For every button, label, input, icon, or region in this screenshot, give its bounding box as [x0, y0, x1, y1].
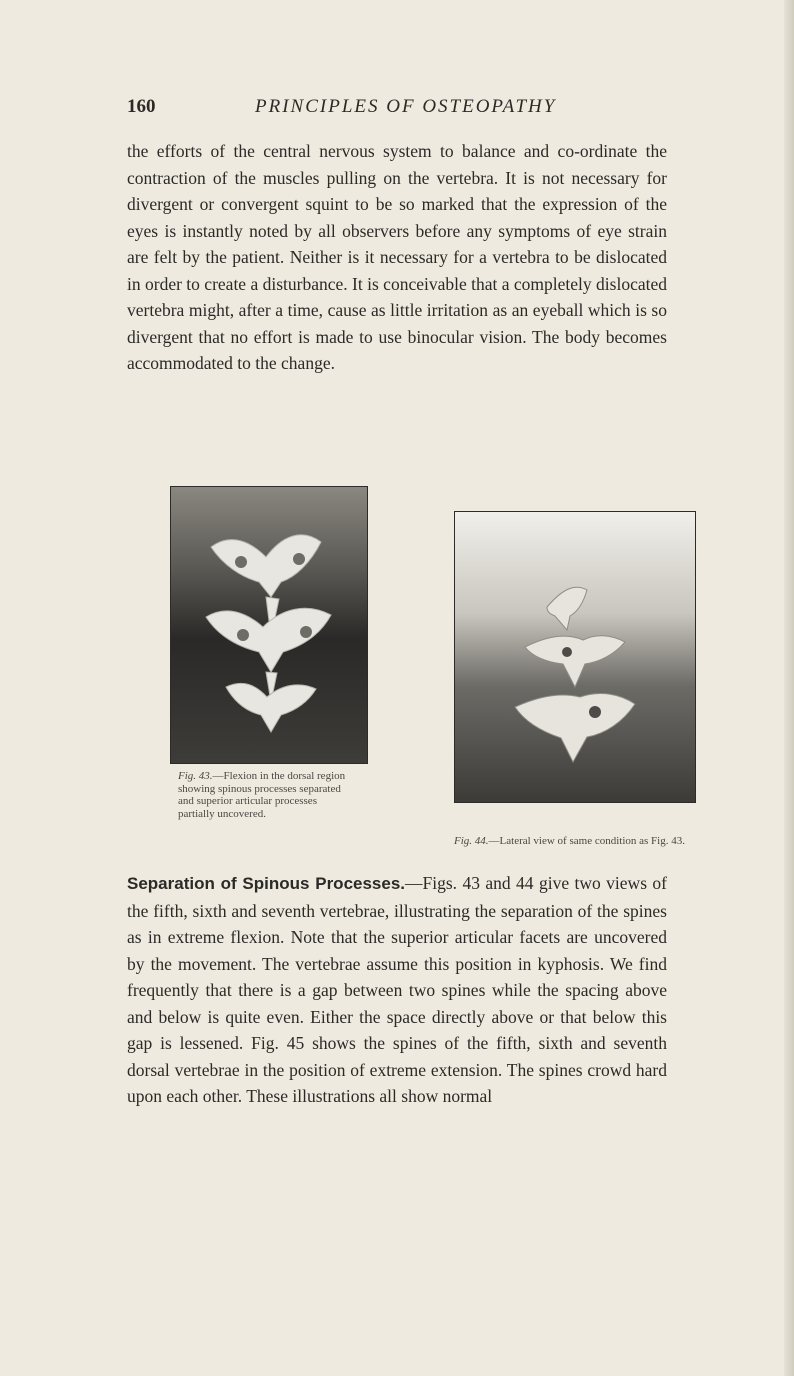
figure-44	[454, 511, 698, 848]
figure-44-caption-text: —Lateral view of same condition as Fig. 43.	[488, 835, 685, 847]
section-text: —Figs. 43 and 44 give two views of the fifth, sixth and seventh vertebrae, illustrating the separation of the spines as in extreme flexion. Note that the superior articular facets are uncovered by the movement. The vertebrae assume this position in kyphosis. We find frequently that there is a gap between two spines while the spacing above and below is quite even. Either the space directly above or that below this gap is lessened. Fig. 45 shows the spines of the fifth, sixth and seventh dorsal vertebrae in the position of extreme extension. The spines crowd hard upon each other. These illustrations all show normal	[127, 873, 667, 1106]
body-paragraph-2	[127, 870, 667, 1110]
figure-43-label: Fig. 43.	[178, 770, 213, 782]
page-number: 160	[127, 96, 156, 117]
page-header	[127, 96, 667, 118]
vertebrae-flexion-image	[171, 487, 367, 763]
figure-43-photo	[170, 486, 368, 764]
body-paragraph-1: the efforts of the central nervous system to balance and co-ordinate the contraction of the muscles pulling on the vertebra. It is not necessary for divergent or convergent squint to be so marked that the expression of the eyes is instantly noted by all observers before any symptoms of eye strain are felt by the patient. Neither is it necessary for a vertebra to be dislocated in order to create a disturbance. It is conceivable that a completely dislocated vertebra might, after a time, cause as little irritation as an eyeball which is so divergent that no effort is made to use binocular vision. The body becomes accommodated to the change.	[127, 141, 667, 373]
figure-43-caption-text: —Flexion in the dorsal region showing spinous processes separated and superior articular processes partially uncovered.	[178, 770, 346, 820]
figure-44-label: Fig. 44.	[454, 835, 489, 847]
figure-44-caption	[454, 835, 698, 848]
vertebrae-lateral-image	[455, 512, 695, 802]
figure-43	[170, 486, 370, 820]
page-edge	[784, 0, 794, 1376]
figure-44-photo	[454, 511, 696, 803]
running-head: PRINCIPLES OF OSTEOPATHY	[255, 96, 557, 117]
figure-43-caption	[170, 770, 353, 820]
section-heading: Separation of Spinous Processes.	[127, 874, 406, 893]
